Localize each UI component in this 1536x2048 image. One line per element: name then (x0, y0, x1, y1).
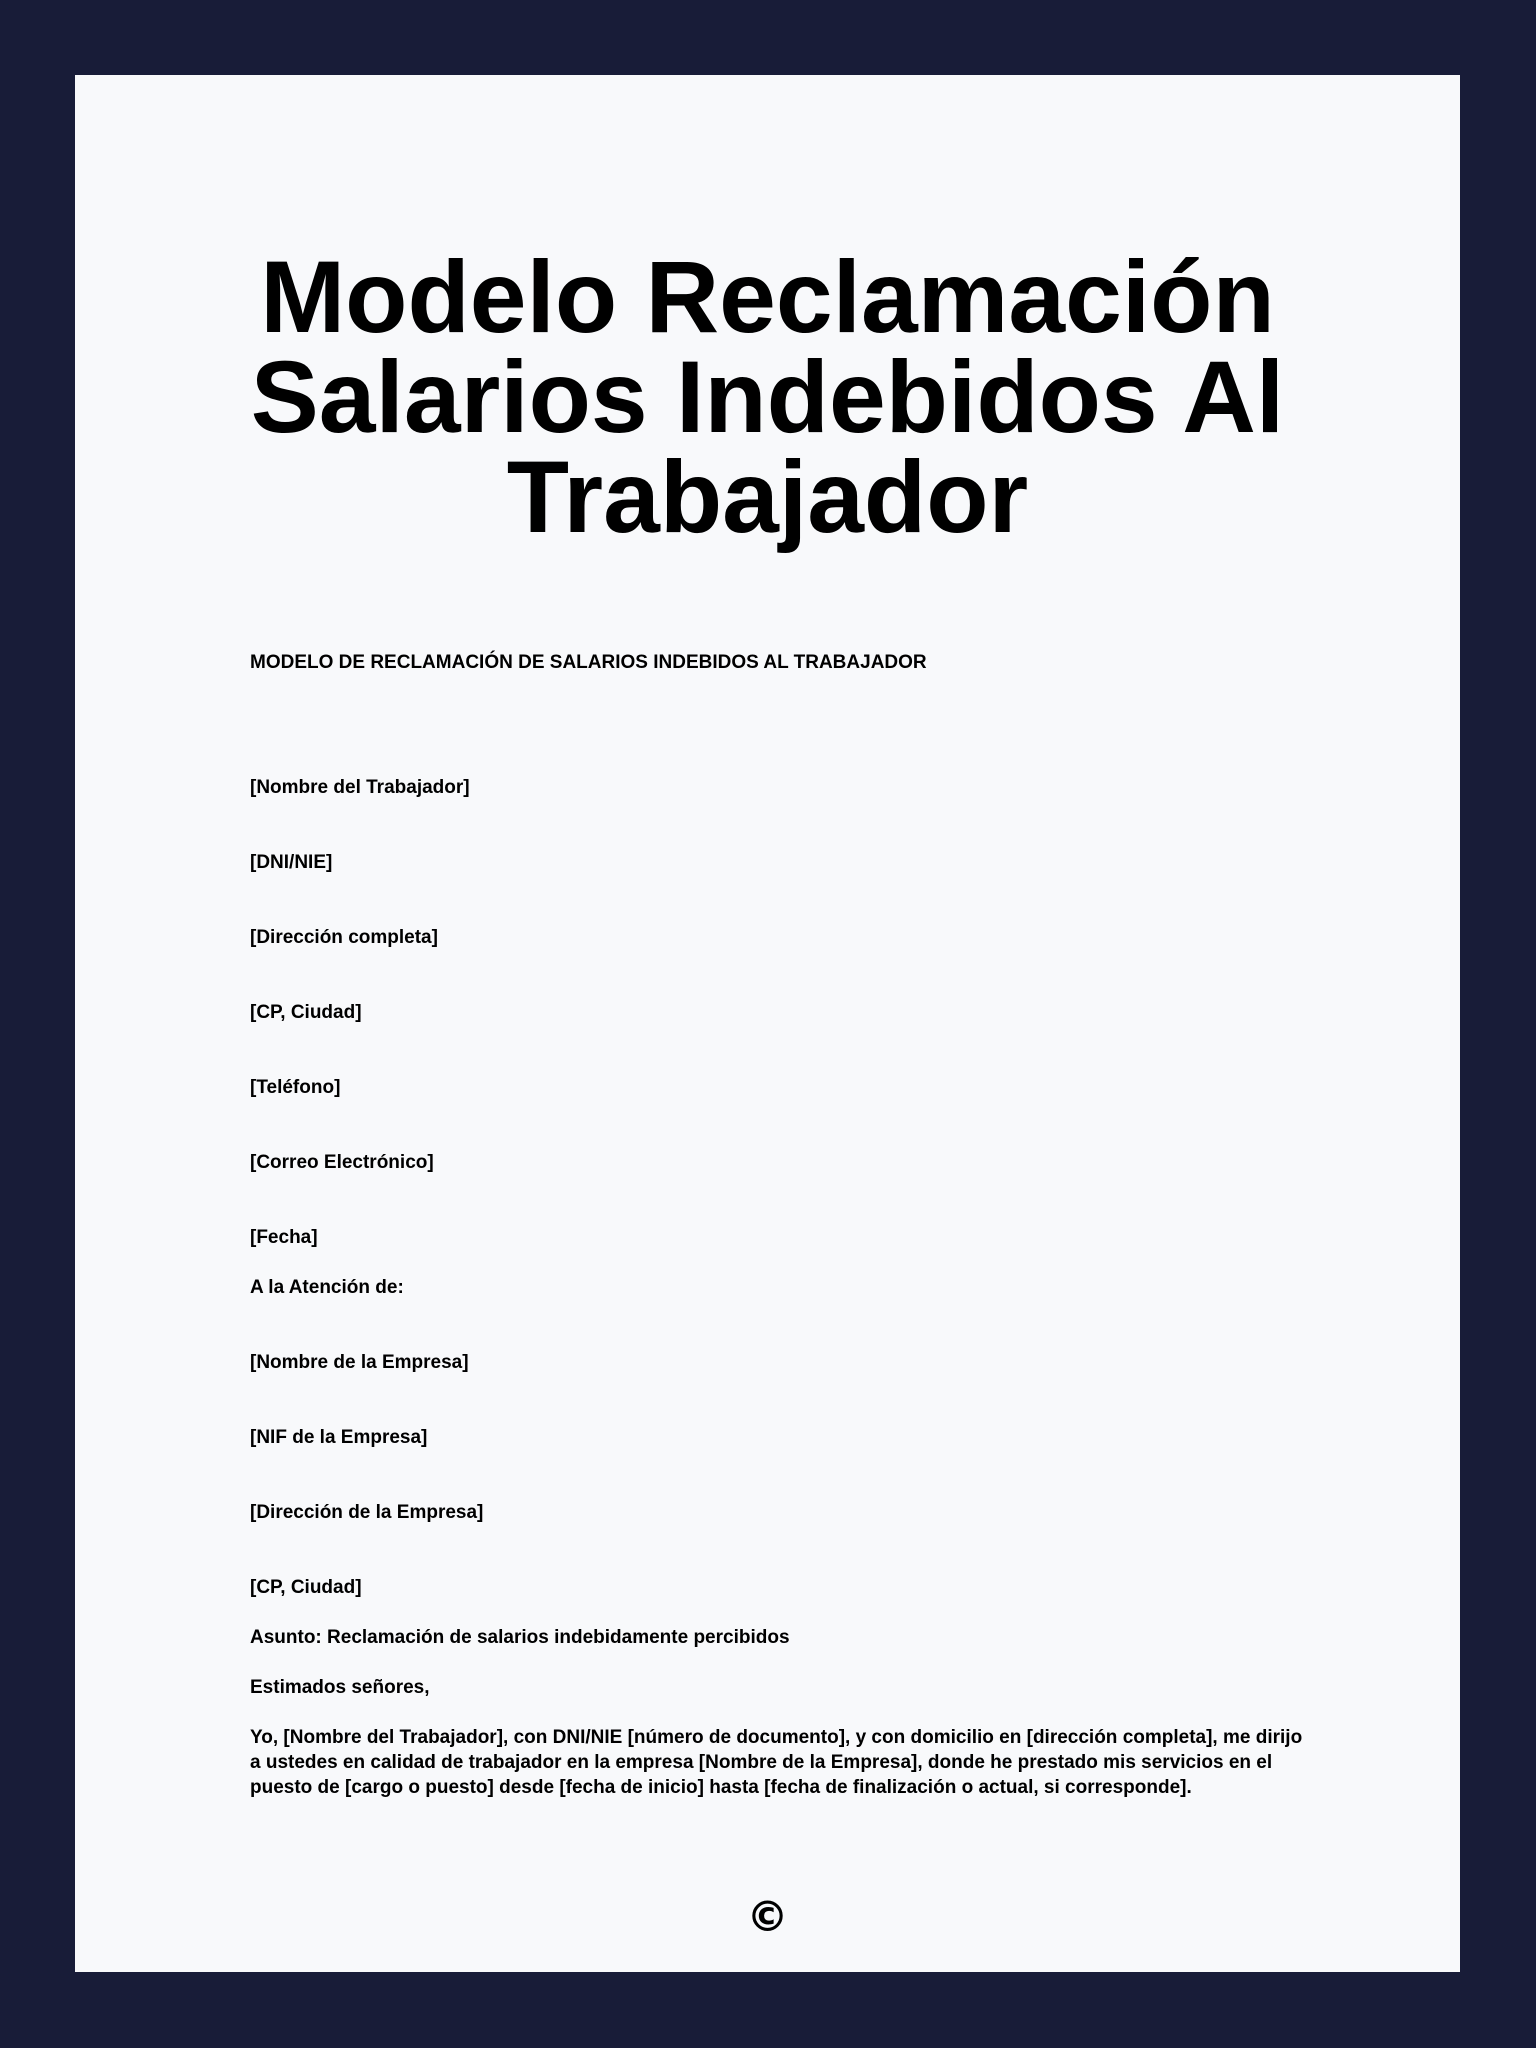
document-page (75, 75, 1460, 1972)
document-title: Modelo Reclamación Salarios Indebidos Al Trabajador (250, 240, 1285, 554)
recipient-attention: A la Atención de: (250, 1277, 404, 1298)
recipient-company-name: [Nombre de la Empresa] (250, 1352, 469, 1373)
sender-postal-city: [CP, Ciudad] (250, 1002, 362, 1023)
letter-subject: Asunto: Reclamación de salarios indebidamente percibidos (250, 1627, 790, 1648)
sender-address: [Dirección completa] (250, 927, 438, 948)
recipient-postal-city: [CP, Ciudad] (250, 1577, 362, 1598)
sender-id: [DNI/NIE] (250, 852, 333, 873)
sender-email: [Correo Electrónico] (250, 1152, 434, 1173)
document-heading: MODELO DE RECLAMACIÓN DE SALARIOS INDEBIDOS AL TRABAJADOR (250, 652, 927, 673)
letter-body-paragraph: Yo, [Nombre del Trabajador], con DNI/NIE [número de documento], y con domicilio en [dirección completa], me dirijo a ustedes en calidad de trabajador en la empresa [Nombre de la Empresa], donde he prestado mis servicios en el puesto de [cargo o puesto] desde [fecha de inicio] hasta [fecha de finalización o actual, si corresponde]. (250, 1727, 1303, 1798)
letter-date: [Fecha] (250, 1227, 318, 1248)
recipient-company-nif: [NIF de la Empresa] (250, 1427, 428, 1448)
copyright-icon: © (746, 1892, 789, 1941)
letter-greeting: Estimados señores, (250, 1677, 430, 1698)
sender-name: [Nombre del Trabajador] (250, 777, 470, 798)
recipient-company-address: [Dirección de la Empresa] (250, 1502, 484, 1523)
sender-phone: [Teléfono] (250, 1077, 341, 1098)
